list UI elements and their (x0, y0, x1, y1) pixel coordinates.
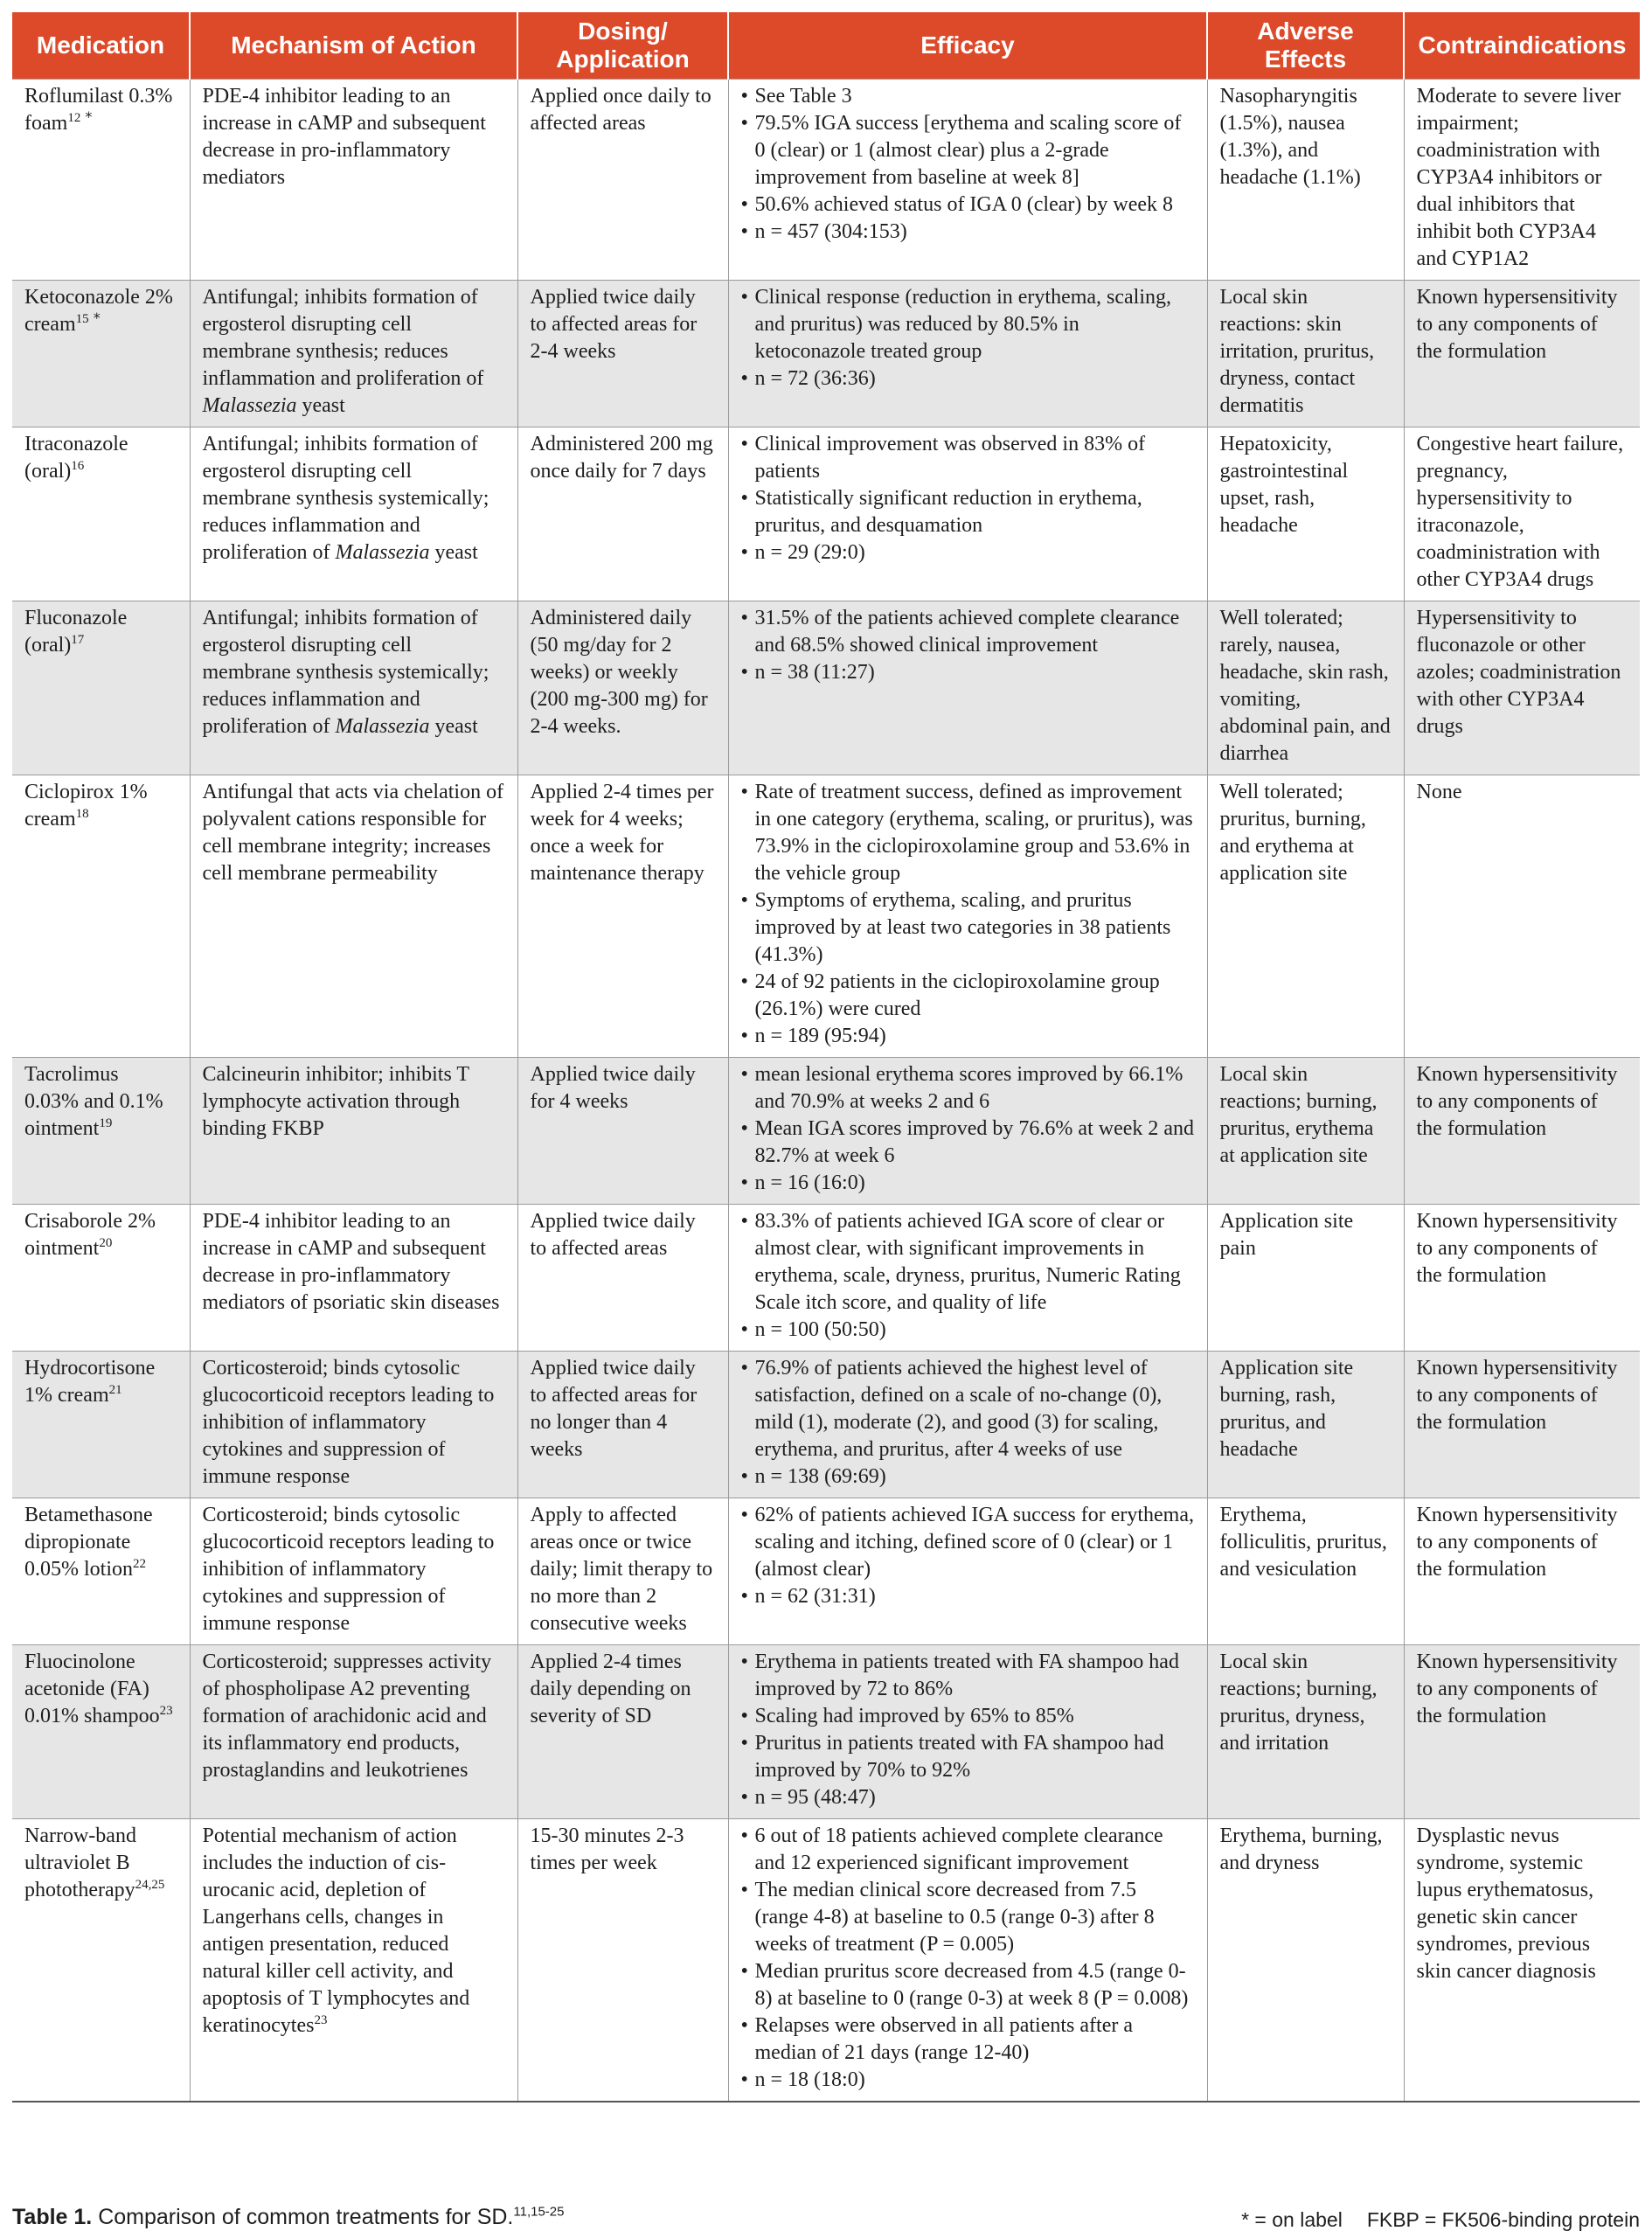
efficacy-item: • Scaling had improved by 65% to 85% (741, 1703, 1195, 1730)
medication-name: Narrow-band ultraviolet B phototherapy (24, 1824, 136, 1901)
mechanism-cell (190, 1498, 517, 1645)
efficacy-item: • 83.3% of patients achieved IGA score of clear or almost clear, with significant improvements in erythema, scale, dryness, pruritus, Numeric Rating Scale itch score, and quality of life (741, 1208, 1195, 1317)
caption-refs: 11,15-25 (513, 2204, 565, 2220)
efficacy-cell (728, 1352, 1207, 1498)
dosing-cell: Applied twice daily to affected areas for 2-4 weeks (517, 281, 728, 427)
medication-name: Fluconazole (oral) (24, 607, 128, 657)
mechanism-text: Corticosteroid; binds cytosolic glucocorticoid receptors leading to inhibition of inflammatory cytokines and suppression of immune response (202, 1504, 495, 1635)
medication-name: Betamethasone dipropionate 0.05% lotion (24, 1504, 153, 1581)
efficacy-cell (728, 427, 1207, 601)
adverse-effects-cell: Application site pain (1207, 1205, 1404, 1352)
mechanism-cell (190, 1205, 517, 1352)
efficacy-item: • n = 100 (50:50) (741, 1317, 1195, 1344)
mechanism-cell (190, 427, 517, 601)
reference-number: 17 (71, 633, 85, 647)
table-row (12, 80, 1640, 281)
dosing-cell: Applied twice daily for 4 weeks (517, 1058, 728, 1205)
medication-cell (12, 1058, 190, 1205)
table-row (12, 1819, 1640, 2102)
efficacy-item: • 24 of 92 patients in the ciclopiroxolamine group (26.1%) were cured (741, 969, 1195, 1023)
contraindications-cell: Moderate to severe liver impairment; coadministration with CYP3A4 inhibitors or dual inhibitors that inhibit both CYP3A4 and CYP1A2 (1404, 80, 1640, 281)
dosing-cell: Applied twice daily to affected areas for no longer than 4 weeks (517, 1352, 728, 1498)
efficacy-item: • n = 62 (31:31) (741, 1583, 1195, 1610)
medication-name: Roflumilast 0.3% foam (24, 85, 173, 135)
table-container (12, 12, 1640, 2102)
efficacy-item: • n = 138 (69:69) (741, 1463, 1195, 1491)
dosing-cell: Applied 2-4 times per week for 4 weeks; once a week for maintenance therapy (517, 775, 728, 1058)
mechanism-text: PDE-4 inhibitor leading to an increase in cAMP and subsequent decrease in pro-inflammatory mediators of psoriatic skin diseases (202, 1210, 500, 1314)
header-row (12, 12, 1640, 80)
table-row (12, 281, 1640, 427)
caption-legend (1241, 2208, 1640, 2232)
mechanism-text: PDE-4 inhibitor leading to an increase in cAMP and subsequent decrease in pro-inflammatory mediators (202, 85, 486, 189)
mechanism-cell (190, 1058, 517, 1205)
legend-fkbp: FKBP = FK506-binding protein (1366, 2208, 1640, 2231)
efficacy-item: • Clinical response (reduction in erythema, scaling, and pruritus) was reduced by 80.5% in ketoconazole treated group (741, 284, 1195, 365)
efficacy-item: • The median clinical score decreased from 7.5 (range 4-8) at baseline to 0.5 (range 0-3) after 8 weeks of treatment (P = 0.005) (741, 1877, 1195, 1958)
medication-name: Hydrocortisone 1% cream (24, 1357, 156, 1407)
efficacy-list (741, 1502, 1195, 1610)
mechanism-text: Corticosteroid; binds cytosolic glucocorticoid receptors leading to inhibition of inflammatory cytokines and suppression of immune response (202, 1357, 495, 1488)
efficacy-list (741, 284, 1195, 393)
adverse-effects-cell: Local skin reactions; burning, pruritus, erythema at application site (1207, 1058, 1404, 1205)
mechanism-text: Antifungal; inhibits formation of ergosterol disrupting cell membrane synthesis; reduces inflammation and proliferation of (202, 286, 484, 390)
table-row (12, 1645, 1640, 1819)
efficacy-cell (728, 1058, 1207, 1205)
efficacy-item: • Statistically significant reduction in erythema, pruritus, and desquamation (741, 485, 1195, 539)
reference-number: 21 (108, 1383, 122, 1397)
adverse-effects-cell: Local skin reactions: skin irritation, pruritus, dryness, contact dermatitis (1207, 281, 1404, 427)
efficacy-item: • n = 95 (48:47) (741, 1784, 1195, 1811)
efficacy-list (741, 1823, 1195, 2094)
efficacy-list (741, 1208, 1195, 1344)
contraindications-cell: Known hypersensitivity to any components of the formulation (1404, 281, 1640, 427)
medication-name: Crisaborole 2% ointment (24, 1210, 156, 1260)
mechanism-text: Antifungal that acts via chelation of polyvalent cations responsible for cell membrane integrity; increases cell membrane permeability (202, 781, 504, 885)
header-contraindications: Contraindications (1404, 12, 1640, 80)
reference-number: 24,25 (135, 1878, 165, 1892)
caption-text: Comparison of common treatments for SD. (92, 2205, 514, 2229)
contraindications-cell: Known hypersensitivity to any components of the formulation (1404, 1058, 1640, 1205)
mechanism-text: Potential mechanism of action includes the induction of cis-urocanic acid, depletion of Langerhans cells, changes in antigen presentation, reduced natural killer cell activity, and apoptosis of T lymphocytes and keratinocytes (202, 1824, 470, 2037)
reference-number: 16 (71, 459, 85, 473)
efficacy-item: • Clinical improvement was observed in 83% of patients (741, 431, 1195, 485)
table-row (12, 1058, 1640, 1205)
adverse-effects-cell: Application site burning, rash, pruritus, and headache (1207, 1352, 1404, 1498)
table-row (12, 1498, 1640, 1645)
contraindications-cell: Known hypersensitivity to any components of the formulation (1404, 1498, 1640, 1645)
dosing-cell: Administered daily (50 mg/day for 2 weeks) or weekly (200 mg-300 mg) for 2-4 weeks. (517, 601, 728, 775)
reference-number: 19 (99, 1116, 113, 1130)
adverse-effects-cell: Well tolerated; pruritus, burning, and erythema at application site (1207, 775, 1404, 1058)
table-caption (12, 2205, 1640, 2235)
mechanism-text: yeast (296, 394, 345, 417)
adverse-effects-cell: Erythema, folliculitis, pruritus, and vesiculation (1207, 1498, 1404, 1645)
mechanism-text: Calcineurin inhibitor; inhibits T lymphocyte activation through binding FKBP (202, 1063, 469, 1140)
organism-name: Malassezia (335, 715, 430, 738)
table-row (12, 427, 1640, 601)
reference-number: 18 (75, 807, 89, 821)
efficacy-item: • Rate of treatment success, defined as improvement in one category (erythema, scaling, or pruritus), was 73.9% in the ciclopiroxolamine group and 53.6% in the vehicle group (741, 779, 1195, 887)
mechanism-cell (190, 281, 517, 427)
table-row (12, 1205, 1640, 1352)
mechanism-cell (190, 601, 517, 775)
mechanism-text: yeast (429, 715, 478, 738)
mechanism-text: Antifungal; inhibits formation of ergosterol disrupting cell membrane synthesis systemically; reduces inflammation and proliferation of (202, 607, 489, 738)
efficacy-cell (728, 601, 1207, 775)
dosing-cell: 15-30 minutes 2-3 times per week (517, 1819, 728, 2102)
header-dosing: Dosing/ Application (517, 12, 728, 80)
medication-name: Ciclopirox 1% cream (24, 781, 148, 831)
efficacy-list (741, 1649, 1195, 1811)
efficacy-item: • n = 457 (304:153) (741, 219, 1195, 246)
medication-cell (12, 80, 190, 281)
treatments-table (12, 12, 1640, 2102)
table-row (12, 1352, 1640, 1498)
adverse-effects-cell: Erythema, burning, and dryness (1207, 1819, 1404, 2102)
efficacy-item: • See Table 3 (741, 83, 1195, 110)
efficacy-list (741, 1355, 1195, 1491)
caption-label: Table 1. (12, 2205, 93, 2229)
contraindications-cell: Hypersensitivity to fluconazole or other azoles; coadministration with other CYP3A4 drugs (1404, 601, 1640, 775)
efficacy-list (741, 605, 1195, 686)
header-medication: Medication (12, 12, 190, 80)
efficacy-item: • Pruritus in patients treated with FA shampoo had improved by 70% to 92% (741, 1730, 1195, 1784)
mechanism-text: yeast (429, 541, 478, 564)
reference-number: 23 (314, 2013, 328, 2027)
medication-cell (12, 1498, 190, 1645)
efficacy-list (741, 431, 1195, 566)
efficacy-item: • n = 72 (36:36) (741, 365, 1195, 393)
table-row (12, 775, 1640, 1058)
reference-number: 23 (159, 1704, 173, 1718)
table-row (12, 601, 1640, 775)
medication-name: Ketoconazole 2% cream (24, 286, 173, 336)
adverse-effects-cell: Well tolerated; rarely, nausea, headache, skin rash, vomiting, abdominal pain, and diarrhea (1207, 601, 1404, 775)
mechanism-cell (190, 1645, 517, 1819)
efficacy-item: • n = 38 (11:27) (741, 659, 1195, 686)
mechanism-cell (190, 775, 517, 1058)
dosing-cell: Administered 200 mg once daily for 7 days (517, 427, 728, 601)
header-mechanism: Mechanism of Action (190, 12, 517, 80)
header-efficacy: Efficacy (728, 12, 1207, 80)
adverse-effects-cell: Local skin reactions; burning, pruritus, dryness, and irritation (1207, 1645, 1404, 1819)
efficacy-item: • mean lesional erythema scores improved by 66.1% and 70.9% at weeks 2 and 6 (741, 1061, 1195, 1116)
contraindications-cell: Known hypersensitivity to any components of the formulation (1404, 1645, 1640, 1819)
adverse-effects-cell: Hepatoxicity, gastrointestinal upset, rash, headache (1207, 427, 1404, 601)
efficacy-cell (728, 80, 1207, 281)
medication-cell (12, 1645, 190, 1819)
efficacy-item: • 62% of patients achieved IGA success for erythema, scaling and itching, defined score of 0 (clear) or 1 (almost clear) (741, 1502, 1195, 1583)
medication-name: Fluocinolone acetonide (FA) 0.01% shampoo (24, 1651, 160, 1727)
medication-cell (12, 601, 190, 775)
mechanism-cell (190, 1352, 517, 1498)
efficacy-item: • 50.6% achieved status of IGA 0 (clear) by week 8 (741, 191, 1195, 219)
efficacy-item: • 6 out of 18 patients achieved complete clearance and 12 experienced significant improvement (741, 1823, 1195, 1877)
efficacy-cell (728, 1645, 1207, 1819)
medication-cell (12, 281, 190, 427)
efficacy-item: • 31.5% of the patients achieved complete clearance and 68.5% showed clinical improvement (741, 605, 1195, 659)
efficacy-item: • 76.9% of patients achieved the highest level of satisfaction, defined on a scale of no-change (0), mild (1), moderate (2), and good (3) for scaling, erythema, and pruritus, after 4 weeks of use (741, 1355, 1195, 1463)
medication-cell (12, 1352, 190, 1498)
efficacy-cell (728, 1205, 1207, 1352)
efficacy-cell (728, 281, 1207, 427)
medication-name: Tacrolimus 0.03% and 0.1% ointment (24, 1063, 163, 1140)
on-label-star: * (88, 309, 101, 326)
on-label-star: * (80, 108, 93, 125)
efficacy-item: • Median pruritus score decreased from 4.5 (range 0-8) at baseline to 0 (range 0-3) at week 8 (P = 0.008) (741, 1958, 1195, 2012)
legend-on-label: * = on label (1241, 2208, 1343, 2231)
mechanism-text: Antifungal; inhibits formation of ergosterol disrupting cell membrane synthesis systemically; reduces inflammation and proliferation of (202, 433, 489, 564)
dosing-cell: Applied once daily to affected areas (517, 80, 728, 281)
reference-number: 12 (67, 111, 81, 125)
contraindications-cell: Known hypersensitivity to any components of the formulation (1404, 1205, 1640, 1352)
reference-number: 20 (99, 1236, 113, 1250)
dosing-cell: Applied twice daily to affected areas (517, 1205, 728, 1352)
efficacy-item: • 79.5% IGA success [erythema and scaling score of 0 (clear) or 1 (almost clear) plus a 2-grade improvement from baseline at week 8] (741, 110, 1195, 191)
efficacy-list (741, 1061, 1195, 1197)
efficacy-item: • n = 29 (29:0) (741, 539, 1195, 566)
efficacy-item: • Symptoms of erythema, scaling, and pruritus improved by at least two categories in 38 patients (41.3%) (741, 887, 1195, 969)
medication-cell (12, 1819, 190, 2102)
contraindications-cell: Congestive heart failure, pregnancy, hypersensitivity to itraconazole, coadministration with other CYP3A4 drugs (1404, 427, 1640, 601)
efficacy-cell (728, 1498, 1207, 1645)
efficacy-list (741, 83, 1195, 246)
efficacy-item: • Mean IGA scores improved by 76.6% at week 2 and 82.7% at week 6 (741, 1116, 1195, 1170)
mechanism-cell (190, 1819, 517, 2102)
medication-cell (12, 427, 190, 601)
reference-number: 15 (75, 312, 89, 326)
efficacy-item: • n = 18 (18:0) (741, 2067, 1195, 2094)
organism-name: Malassezia (202, 394, 297, 417)
reference-number: 22 (133, 1557, 146, 1571)
dosing-cell: Applied 2-4 times daily depending on severity of SD (517, 1645, 728, 1819)
header-adverse: Adverse Effects (1207, 12, 1404, 80)
medication-name: Itraconazole (oral) (24, 433, 128, 483)
medication-cell (12, 775, 190, 1058)
medication-cell (12, 1205, 190, 1352)
organism-name: Malassezia (335, 541, 430, 564)
efficacy-cell (728, 1819, 1207, 2102)
efficacy-item: • n = 189 (95:94) (741, 1023, 1195, 1050)
contraindications-cell: Dysplastic nevus syndrome, systemic lupus erythematosus, genetic skin cancer syndromes, previous skin cancer diagnosis (1404, 1819, 1640, 2102)
efficacy-cell (728, 775, 1207, 1058)
mechanism-cell (190, 80, 517, 281)
adverse-effects-cell: Nasopharyngitis (1.5%), nausea (1.3%), and headache (1.1%) (1207, 80, 1404, 281)
efficacy-item: • Erythema in patients treated with FA shampoo had improved by 72 to 86% (741, 1649, 1195, 1703)
efficacy-item: • Relapses were observed in all patients after a median of 21 days (range 12-40) (741, 2012, 1195, 2067)
contraindications-cell: None (1404, 775, 1640, 1058)
contraindications-cell: Known hypersensitivity to any components of the formulation (1404, 1352, 1640, 1498)
efficacy-item: • n = 16 (16:0) (741, 1170, 1195, 1197)
dosing-cell: Apply to affected areas once or twice daily; limit therapy to no more than 2 consecutive weeks (517, 1498, 728, 1645)
efficacy-list (741, 779, 1195, 1050)
mechanism-text: Corticosteroid; suppresses activity of phospholipase A2 preventing formation of arachidonic acid and its inflammatory end products, prostaglandins and leukotrienes (202, 1651, 492, 1782)
